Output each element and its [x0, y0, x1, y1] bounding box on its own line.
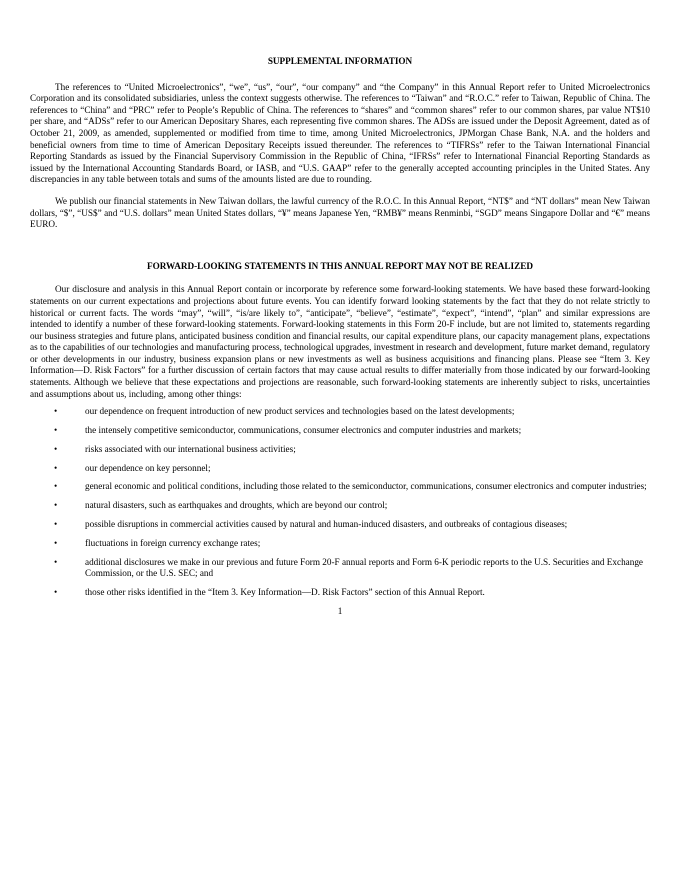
risk-list-item: [30, 406, 650, 418]
risk-list-item: [30, 444, 650, 456]
risk-list-item: [30, 557, 650, 580]
risk-list-item: [30, 463, 650, 475]
risk-item-text: fluctuations in foreign currency exchange rates;: [85, 537, 261, 548]
section-heading-supplemental-information: SUPPLEMENTAL INFORMATION: [267, 56, 413, 66]
bullet-icon: •: [54, 462, 58, 473]
bullet-icon: •: [54, 537, 58, 548]
risk-item-text: additional disclosures we make in our previous and future Form 20-F annual reports and Form 6-K periodic reports to the U.S. Securities and Exchange Commission, or the U.S. SEC; and: [85, 556, 644, 579]
paragraph-references: The references to “United Microelectronics”, “we”, “us”, “our”, “our company” and “the Company” in this Annual Report refer to United Microelectronics Corporation and its consolidated subsidiaries, unless the context suggests otherwise. The references to “Taiwan” and “R.O.C.” refer to Taiwan, Republic of China. The references to “China” and “PRC” refer to People’s Republic of China. The references to “shares” and “common shares” refer to our common shares, par value NT$10 per share, and “ADSs” refer to our American Depositary Shares, each representing five common shares. The ADSs are issued under the Deposit Agreement, dated as of October 21, 2009, as amended, supplemented or modified from time to time, among United Microelectronics, JPMorgan Chase Bank, N.A. and the holders and beneficial owners from time to time of American Depositary Receipts issued thereunder. The references to “TIFRSs” refer to the Taiwan International Financial Reporting Standards as issued by the Financial Supervisory Commission in the Republic of China, “IFRSs” refer to International Financial Reporting Standards as issued by the International Accounting Standards Board, or IASB, and “U.S. GAAP” refer to the generally accepted accounting principles in the United States. Any discrepancies in any table between totals and sums of the amounts listed are due to rounding.: [30, 81, 650, 185]
bullet-icon: •: [54, 556, 58, 567]
bullet-icon: •: [54, 518, 58, 529]
risk-item-text: those other risks identified in the “Item 3. Key Information—D. Risk Factors” section of this Annual Report.: [85, 586, 485, 597]
risk-list-item: [30, 587, 650, 599]
risk-list-item: [30, 425, 650, 437]
paragraph-currency: We publish our financial statements in New Taiwan dollars, the lawful currency of the R.O.C. In this Annual Report, “NT$” and “NT dollars” mean New Taiwan dollars, “$”, “US$” and “U.S. dollars” mean United States dollars, “¥” means Japanese Yen, “RMB¥” means Renminbi, “SGD” means Singapore Dollar and “€” means EURO.: [30, 195, 650, 230]
section-heading-forward-looking-statements: FORWARD-LOOKING STATEMENTS IN THIS ANNUAL REPORT MAY NOT BE REALIZED: [146, 260, 534, 271]
risk-factor-list: [30, 406, 650, 598]
document-page: [30, 56, 650, 617]
bullet-icon: •: [54, 500, 58, 511]
risk-item-text: our dependence on key personnel;: [85, 462, 211, 473]
bullet-icon: •: [54, 481, 58, 492]
risk-item-text: general economic and political conditions, including those related to the semiconductor, communications, consumer electronics and computer industries;: [85, 481, 647, 492]
bullet-icon: •: [54, 443, 58, 454]
risk-list-item: [30, 500, 650, 512]
risk-list-item: [30, 519, 650, 531]
risk-item-text: risks associated with our international business activities;: [85, 443, 296, 454]
risk-item-text: our dependence on frequent introduction of new product services and technologies based on the latest developments;: [85, 406, 515, 417]
risk-item-text: the intensely competitive semiconductor, communications, consumer electronics and computer industries and markets;: [85, 425, 522, 436]
bullet-icon: •: [54, 425, 58, 436]
paragraph-forward-looking: Our disclosure and analysis in this Annual Report contain or incorporate by reference some forward-looking statements. We have based these forward-looking statements on our current expectations and projections about future events. You can identify forward looking statements by the fact that they do not relate strictly to historical or current facts. The words “may”, “will”, “is/are likely to”, “anticipate”, “believe”, “estimate”, “expect”, “intend”, “plan” and similar expressions are intended to identify a number of these forward-looking statements. Forward-looking statements in this Form 20-F include, but are not limited to, statements regarding our business strategies and future plans, anticipated business condition and financial results, our capital expenditure plans, our capacity management plans, expectations as to the capabilities of our technologies and manufacturing process, technological upgrades, investment in research and development, future market demand, regulatory or other developments in our industry, business expansion plans or new investments as well as business acquisitions and financing plans. Please see “Item 3. Key Information—D. Risk Factors” for a further discussion of certain factors that may cause actual results to differ materially from those indicated by our forward-looking statements. Although we believe that these expectations and projections are reasonable, such forward-looking statements are inherently subject to risks, uncertainties and assumptions about us, including, among other things:: [30, 284, 650, 399]
risk-list-item: [30, 538, 650, 550]
risk-list-item: [30, 481, 650, 493]
risk-item-text: natural disasters, such as earthquakes and droughts, which are beyond our control;: [85, 500, 388, 511]
bullet-icon: •: [54, 586, 58, 597]
risk-item-text: possible disruptions in commercial activities caused by natural and human-induced disasters, and outbreaks of contagious diseases;: [85, 518, 568, 529]
bullet-icon: •: [54, 406, 58, 417]
page-number: 1: [337, 605, 343, 616]
